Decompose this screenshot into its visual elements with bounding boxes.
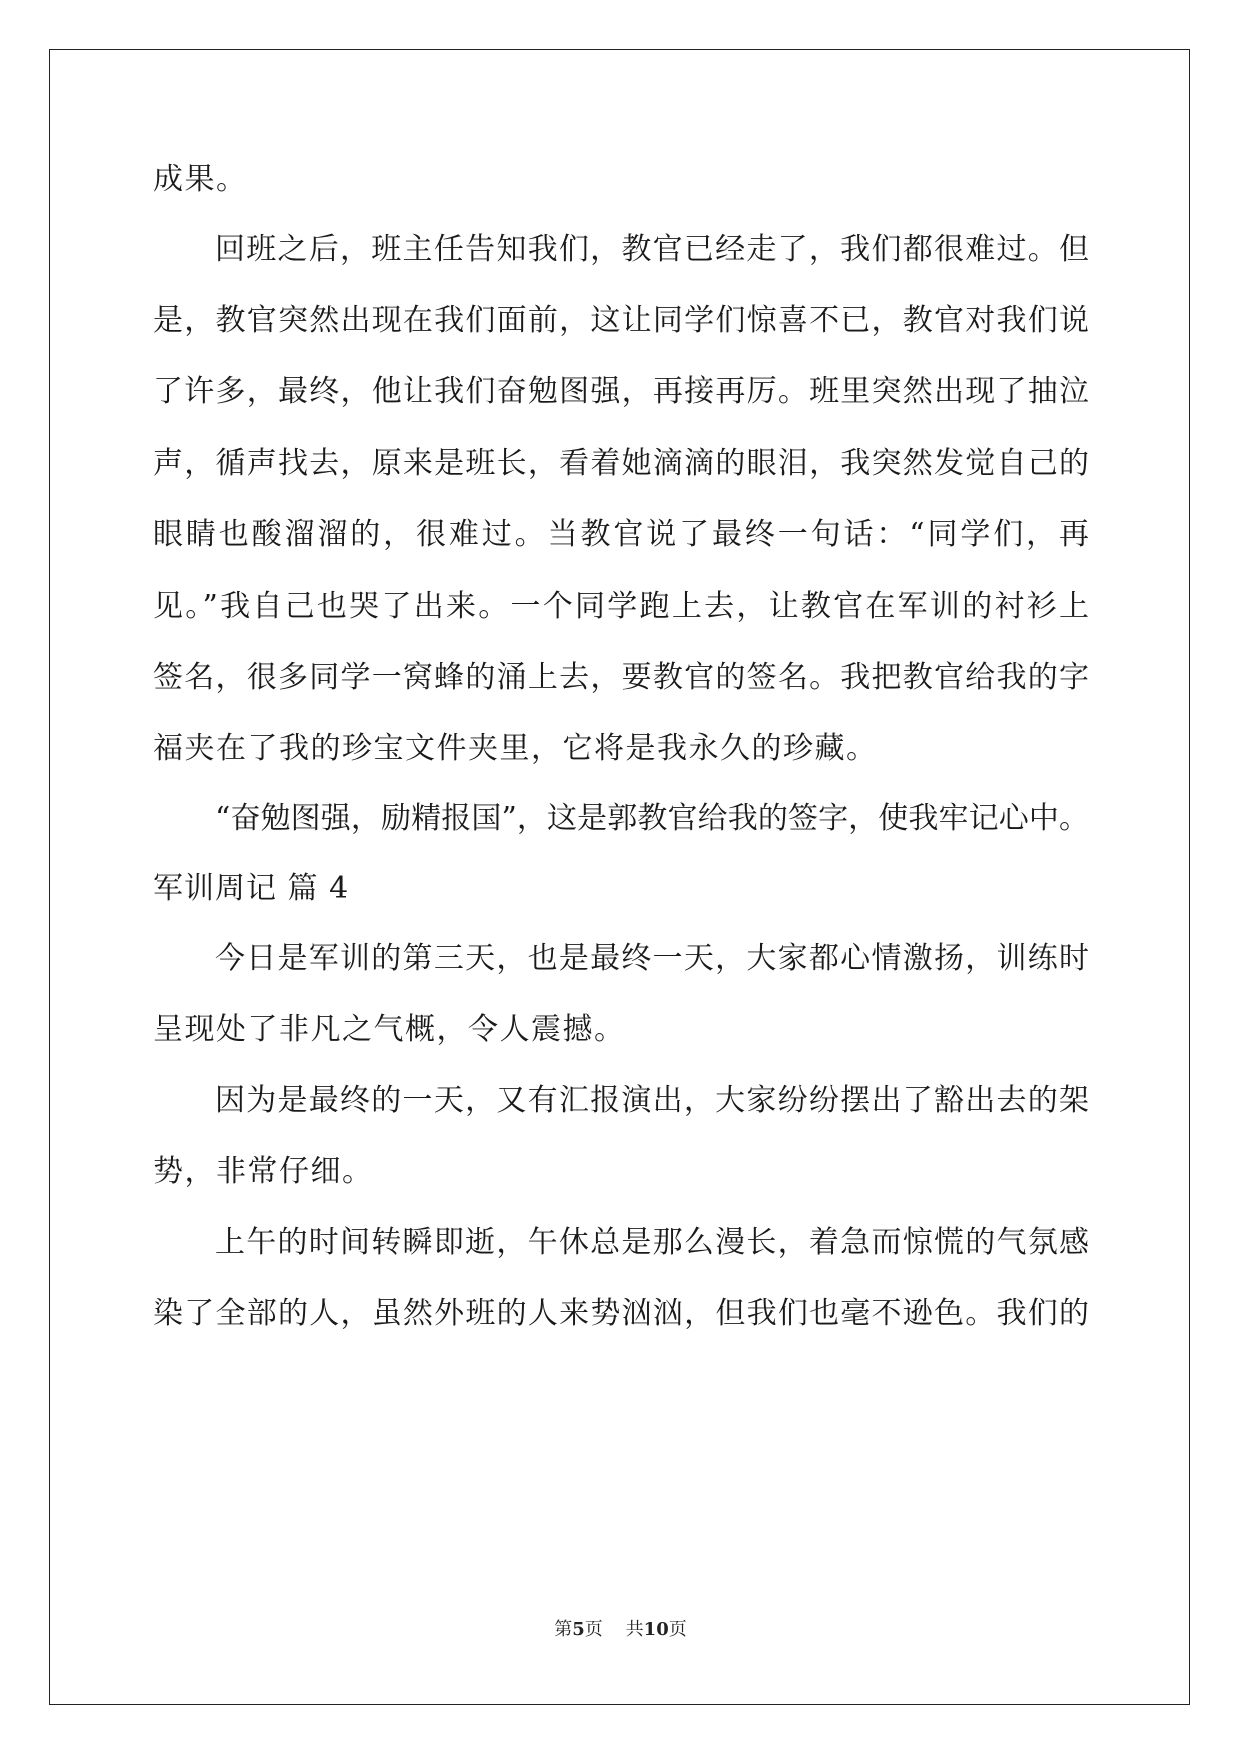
paragraph-start-line: 上午的时间转瞬即逝，午休总是那么漫长，着急而惊慌的气氛感 — [215, 1225, 1089, 1260]
paragraph-start-line: 今日是军训的第三天，也是最终一天，大家都心情激扬，训练时 — [215, 941, 1089, 976]
text-line: 签名，很多同学一窝蜂的涌上去，要教官的签名。我把教官给我的字 — [153, 660, 1089, 695]
text-line: 见。”我自己也哭了出来。一个同学跑上去，让教官在军训的衬衫上 — [153, 589, 1089, 624]
text-line: 了许多，最终，他让我们奋勉图强，再接再厉。班里突然出现了抽泣 — [153, 374, 1089, 409]
text-line: 福夹在了我的珍宝文件夹里，它将是我永久的珍藏。 — [153, 731, 878, 766]
text-line: 成果。 — [153, 162, 248, 197]
text-line: 势，非常仔细。 — [153, 1154, 374, 1189]
total-page-count: 10 — [643, 1619, 669, 1640]
footer-prefix: 第 — [554, 1619, 573, 1640]
section-heading: 军训周记 篇 4 — [153, 871, 350, 906]
footer-total-suffix: 页 — [668, 1619, 687, 1640]
current-page-number: 5 — [572, 1619, 585, 1640]
footer-page-suffix: 页 — [584, 1619, 603, 1640]
page-footer — [0, 1619, 1241, 1641]
paragraph-start-line: 因为是最终的一天，又有汇报演出，大家纷纷摆出了豁出去的架 — [215, 1083, 1089, 1118]
text-line: 声，循声找去，原来是班长，看着她滴滴的眼泪，我突然发觉自己的 — [153, 446, 1089, 481]
paragraph-start-line: “奋勉图强，励精报国”，这是郭教官给我的签字，使我牢记心中。 — [215, 801, 1089, 836]
text-line: 染了全部的人，虽然外班的人来势汹汹，但我们也毫不逊色。我们的 — [153, 1296, 1089, 1331]
footer-total-prefix: 共 — [625, 1619, 644, 1640]
text-line: 是，教官突然出现在我们面前，这让同学们惊喜不已，教官对我们说 — [153, 303, 1089, 338]
text-line: 眼睛也酸溜溜的，很难过。当教官说了最终一句话：“同学们，再 — [153, 517, 1089, 552]
paragraph-start-line: 回班之后，班主任告知我们，教官已经走了，我们都很难过。但 — [215, 232, 1089, 267]
text-line: 呈现处了非凡之气概，令人震撼。 — [153, 1012, 626, 1047]
